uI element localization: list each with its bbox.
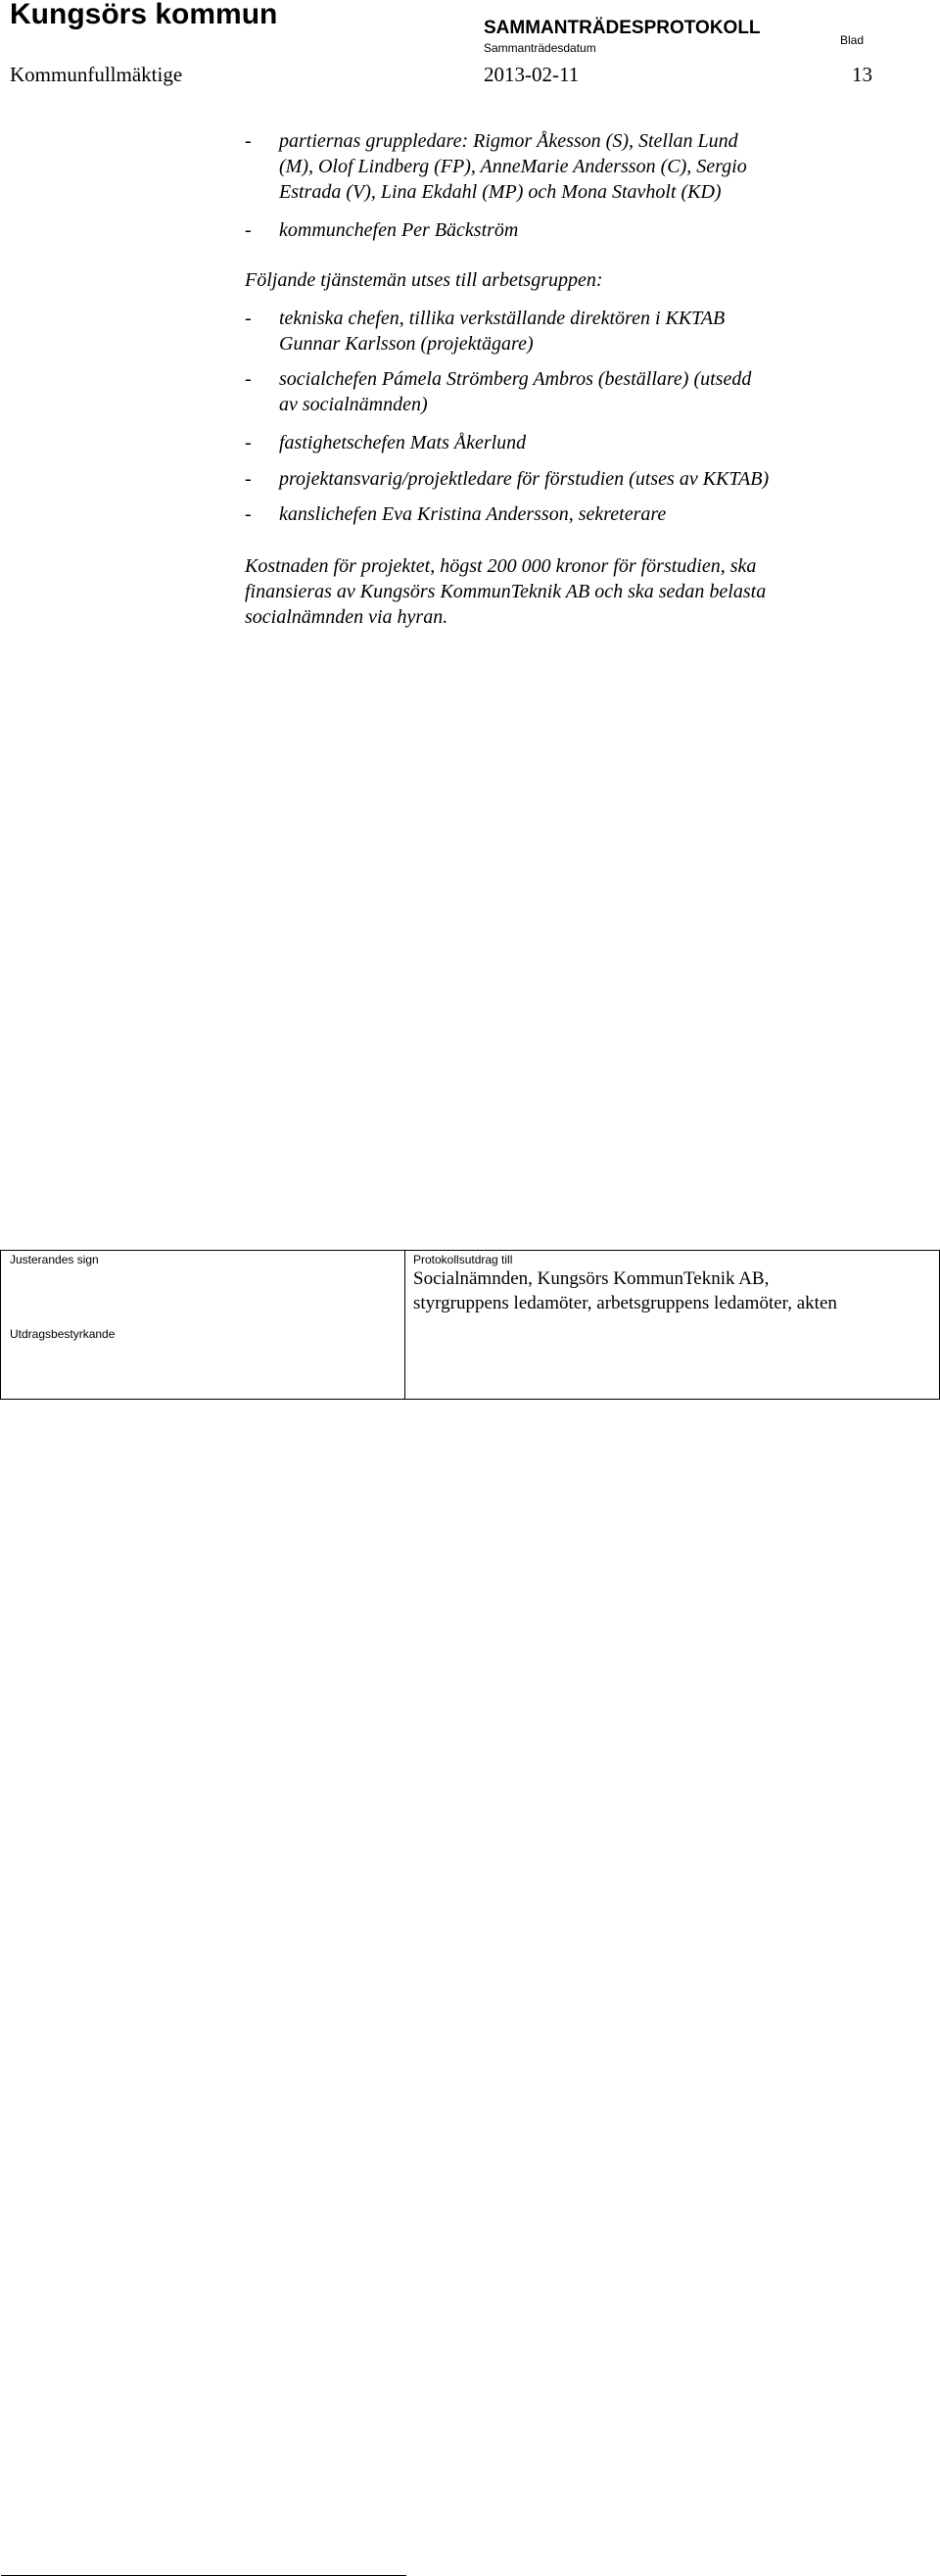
cost-paragraph-line: finansieras av Kungsörs KommunTeknik AB och ska sedan belasta (245, 581, 767, 602)
list-item-line: fastighetschefen Mats Åkerlund (279, 432, 527, 453)
recipient-line: styrgruppens ledamöter, arbetsgruppens ledamöter, akten (413, 1293, 837, 1313)
page-label: Blad (840, 33, 865, 47)
organization-name: Kungsörs kommun (10, 0, 278, 30)
list-item-line: kanslichefen Eva Kristina Andersson, sekreterare (279, 503, 667, 525)
cost-paragraph-line: Kostnaden för projektet, högst 200 000 kronor för förstudien, ska (245, 555, 757, 577)
list-bullet: - (245, 468, 252, 490)
list-item-line: av socialnämnden) (279, 394, 428, 415)
list-bullet: - (245, 219, 252, 241)
officials-intro: Följande tjänstemän utses till arbetsgruppen: (245, 269, 603, 291)
list-item-line: tekniska chefen, tillika verkställande direktören i KKTAB (279, 308, 726, 329)
list-item-line: kommunchefen Per Bäckström (279, 219, 519, 241)
list-item-line: projektansvarig/projektledare för förstudien (utses av KKTAB) (279, 468, 770, 490)
list-bullet: - (245, 503, 252, 525)
list-bullet: - (245, 368, 252, 390)
page-number: 13 (852, 63, 872, 86)
meeting-date-label: Sammanträdesdatum (484, 41, 596, 55)
protocol-extract-box (404, 1250, 940, 1400)
list-bullet: - (245, 432, 252, 453)
list-bullet: - (245, 130, 252, 152)
list-item-line: Gunnar Karlsson (projektägare) (279, 333, 534, 355)
extract-label: Utdragsbestyrkande (10, 1327, 116, 1341)
signature-box (0, 1250, 405, 1400)
list-item-line: Estrada (V), Lina Ekdahl (MP) och Mona Stavholt (KD) (279, 181, 722, 203)
cost-paragraph-line: socialnämnden via hyran. (245, 606, 448, 628)
list-item-line: (M), Olof Lindberg (FP), AnneMarie Andersson (C), Sergio (279, 156, 747, 177)
signature-label: Justerandes sign (10, 1253, 99, 1266)
committee-name: Kommunfullmäktige (10, 63, 183, 86)
meeting-date: 2013-02-11 (484, 63, 580, 86)
protocol-extract-label: Protokollsutdrag till (413, 1253, 513, 1266)
recipient-line: Socialnämnden, Kungsörs KommunTeknik AB, (413, 1268, 770, 1289)
document-type: SAMMANTRÄDESPROTOKOLL (484, 18, 761, 38)
list-bullet: - (245, 308, 252, 329)
list-item-line: partiernas gruppledare: Rigmor Åkesson (S), Stellan Lund (279, 130, 738, 152)
list-item-line: socialchefen Pámela Strömberg Ambros (beställare) (utsedd (279, 368, 752, 390)
